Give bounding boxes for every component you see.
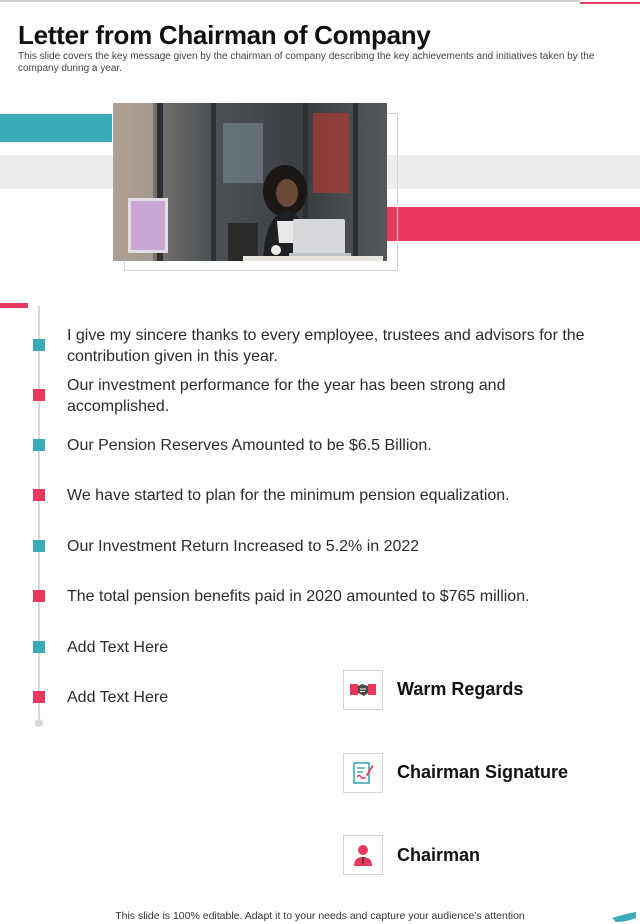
chairman-icon-box <box>343 835 383 875</box>
bullet-marker <box>33 489 45 501</box>
bullet-text: Add Text Here <box>67 639 169 656</box>
chairman-signature-icon-box <box>343 753 383 793</box>
signed-document-icon <box>352 761 374 785</box>
handshake-icon <box>349 681 377 699</box>
warm-regards-label: Warm Regards <box>397 679 524 699</box>
bullet-marker <box>33 439 45 451</box>
bullet-text: Our Pension Reserves Amounted to be $6.5 Billion. <box>67 437 432 454</box>
red-accent-band <box>386 207 640 241</box>
bullet-text: Add Text Here <box>67 689 169 706</box>
bullet-marker <box>33 339 45 351</box>
top-divider-line <box>0 0 580 2</box>
bullet-marker <box>33 540 45 552</box>
chairman-label: Chairman <box>397 845 481 865</box>
footer-note: This slide is 100% editable. Adapt it to your needs and capture your audience’s attention <box>115 910 525 922</box>
bullet-text: Our Investment Return Increased to 5.2% in 2022 <box>67 538 420 555</box>
teal-accent-band <box>0 114 112 142</box>
left-red-tab <box>0 303 28 308</box>
warm-regards-icon-box <box>343 670 383 710</box>
top-accent-line <box>580 2 640 4</box>
bullet-text: The total pension benefits paid in 2020 amounted to $765 million. <box>67 588 530 605</box>
bullet-marker <box>33 590 45 602</box>
bullet-marker <box>33 641 45 653</box>
page-subtitle: This slide covers the key message given by the chairman of company describing the key achievements and initiatives taken by the company during a year. <box>18 51 595 74</box>
page-title: Letter from Chairman of Company <box>18 20 431 50</box>
bullet-text: I give my sincere thanks to every employee, trustees and advisors for the contribution given in this year. <box>67 327 585 365</box>
brand-mark-icon <box>612 912 636 922</box>
office-photo <box>113 103 387 261</box>
bullet-text: Our investment performance for the year has been strong and accomplished. <box>67 377 506 415</box>
timeline-end-dot <box>35 719 43 727</box>
timeline-line <box>38 306 40 722</box>
bullet-marker <box>33 389 45 401</box>
bullet-text: We have started to plan for the minimum pension equalization. <box>67 487 510 504</box>
person-icon <box>352 843 374 867</box>
chairman-signature-label: Chairman Signature <box>397 762 569 782</box>
bullet-marker <box>33 691 45 703</box>
